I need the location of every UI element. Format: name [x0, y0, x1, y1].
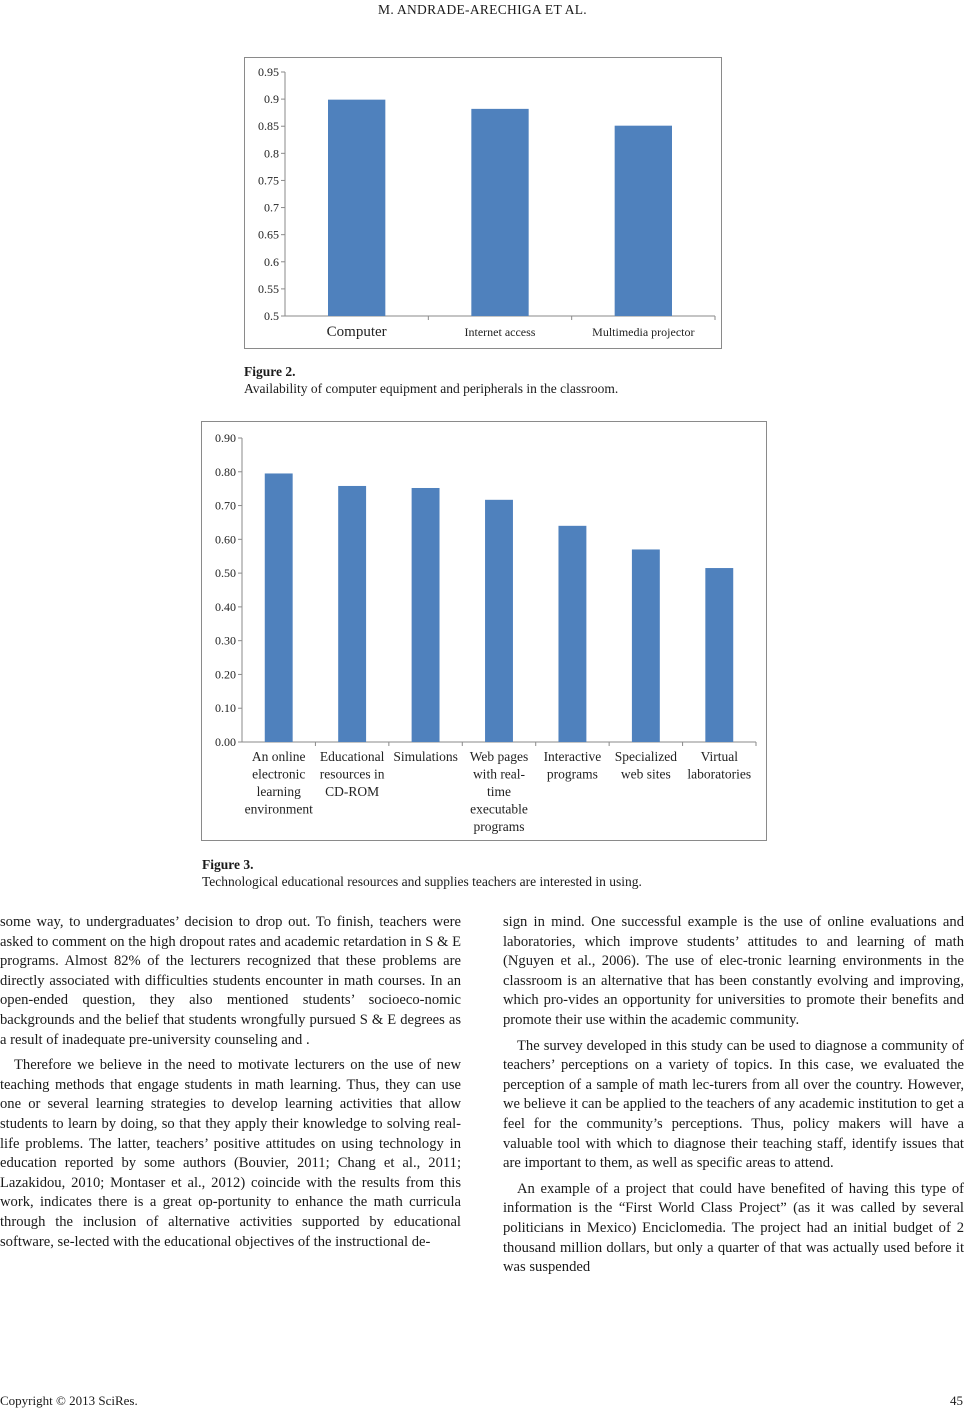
y-tick-label: 0.90: [215, 431, 236, 445]
y-tick-label: 0.00: [215, 735, 236, 749]
x-category-label: time: [487, 784, 511, 799]
x-category-label: electronic: [252, 766, 306, 782]
figure-2-caption: Availability of computer equipment and peripherals in the classroom.: [244, 381, 619, 396]
paragraph: sign in mind. One successful example is the use of online evaluations and laboratories, which improve students’ attitudes to and learning of math (Nguyen et al., 2006). The use of elec-tronic learning environments in the classroom is an alternative that has been constantly evolving and improving, which pro-vides an opportunity for universities to promote their benefits and promote their use within the academic community.: [503, 914, 964, 1028]
x-category-label: resources in: [319, 766, 385, 782]
y-tick-label: 0.85: [258, 119, 279, 134]
x-category-label: An online: [251, 749, 306, 764]
figure-3-label: Figure 3.: [202, 857, 254, 872]
x-category-label: environment: [244, 801, 313, 817]
x-category-label: Internet access: [464, 325, 536, 339]
y-tick-label: 0.55: [258, 281, 279, 296]
figure-3-caption-block: [202, 856, 902, 890]
bar: [615, 126, 672, 316]
paragraph: some way, to undergraduates’ decision to drop out. To finish, teachers were asked to comment on the high dropout rates and academic retardation in S & E programs. Almost 82% of the lecturers recognized that these problems are directly associated with difficulties students encounter in math courses. In an open-ended question, they also mentioned students’ socioeco-nomic backgrounds and the belief that students wrongfully pursued S & E degrees as a result of inadequate pre-university counseling and .: [0, 914, 461, 1048]
y-tick-label: 0.40: [215, 599, 236, 614]
x-category-label: Multimedia projector: [592, 325, 695, 339]
figure-2-caption-block: [244, 363, 844, 397]
figure-3-chart: [201, 421, 767, 841]
y-tick-label: 0.80: [215, 464, 236, 479]
y-tick-label: 0.60: [215, 532, 236, 547]
y-tick-label: 0.9: [264, 92, 279, 107]
x-category-label: Interactive: [543, 749, 602, 764]
x-category-label: Simulations: [393, 749, 458, 764]
x-category-label: web sites: [620, 766, 671, 782]
paragraph: The survey developed in this study can be used to diagnose a community of teachers’ perceptions on a variety of topics. In this case, we evaluated the perception of a sample of math lec-turers from all over the country. However, we believe it can be applied to the teachers of any academic institution to get a feel for the community’s perceptions. Thus, policy makers will have a valuable tool with which to diagnose their teaching staff, identify issues that are important to them, as well as specific areas to attend.: [503, 1037, 964, 1172]
x-category-label: learning: [256, 784, 301, 799]
x-category-label: programs: [546, 766, 598, 782]
running-head: M. ANDRADE-ARECHIGA ET AL.: [378, 2, 587, 17]
y-tick-label: 0.6: [264, 254, 279, 269]
y-tick-label: 0.30: [215, 633, 236, 648]
figure-3-svg: [202, 422, 766, 840]
y-tick-label: 0.8: [264, 146, 279, 161]
right-column: [503, 913, 964, 1284]
y-tick-label: 0.20: [215, 667, 236, 682]
figure-2-chart: [244, 57, 722, 349]
y-tick-label: 0.7: [264, 200, 279, 215]
y-tick-label: 0.70: [215, 498, 236, 513]
y-tick-label: 0.65: [258, 227, 279, 242]
figure-2-svg: [245, 58, 721, 348]
left-column: [0, 913, 461, 1258]
y-tick-label: 0.10: [215, 701, 236, 716]
copyright-notice: Copyright © 2013 SciRes.: [0, 1393, 138, 1408]
bar: [412, 488, 440, 742]
x-category-label: executable: [470, 801, 528, 817]
bar: [705, 568, 733, 742]
x-category-label: CD-ROM: [325, 784, 380, 799]
x-category-label: Educational: [319, 749, 385, 764]
y-tick-label: 0.95: [258, 65, 279, 79]
x-category-label: Computer: [326, 324, 387, 340]
bar: [471, 109, 528, 316]
bar: [328, 100, 385, 316]
x-category-label: Web pages: [469, 749, 529, 764]
bar: [485, 500, 513, 742]
x-category-label: with real-: [472, 766, 526, 782]
y-tick-label: 0.5: [264, 309, 279, 323]
bar: [265, 473, 293, 742]
x-category-label: programs: [473, 819, 525, 834]
bar: [632, 549, 660, 742]
bar: [558, 526, 586, 742]
bar: [338, 486, 366, 742]
paragraph: An example of a project that could have benefited of having this type of information is the “First World Class Project” (as it was called by several politicians in Mexico) Enciclomedia. The project had an initial budget of 2 thousand million dollars, but only a quarter of that was actually used before it was suspended: [503, 1180, 964, 1276]
figure-3-caption: Technological educational resources and supplies teachers are interested in using.: [202, 874, 642, 889]
x-category-label: Virtual: [700, 749, 739, 764]
page-number: 45: [950, 1393, 963, 1408]
x-category-label: Specialized: [614, 749, 677, 764]
figure-2-label: Figure 2.: [244, 364, 296, 379]
paragraph: Therefore we believe in the need to motivate lecturers on the use of new teaching methods that engage students in math learning. Thus, they can use one or several learning strategies to develop learning activities that allow students to learn by doing, so that they apply their knowledge to solving real-life problems. The latter, teachers’ positive attitudes on using technology in education reported by some authors (Bouvier, 2011; Chang et al., 2011; Lazakidou, 2010; Montaser et al., 2012) coincide with the results from this work, indicates there is a great op-portunity to enhance the math curricula through the inclusion of alternative activities supported by educational software, se-lected with the educational objectives of the instructional de-: [0, 1057, 461, 1250]
y-tick-label: 0.75: [258, 173, 279, 188]
y-tick-label: 0.50: [215, 566, 236, 581]
x-category-label: laboratories: [687, 766, 752, 782]
